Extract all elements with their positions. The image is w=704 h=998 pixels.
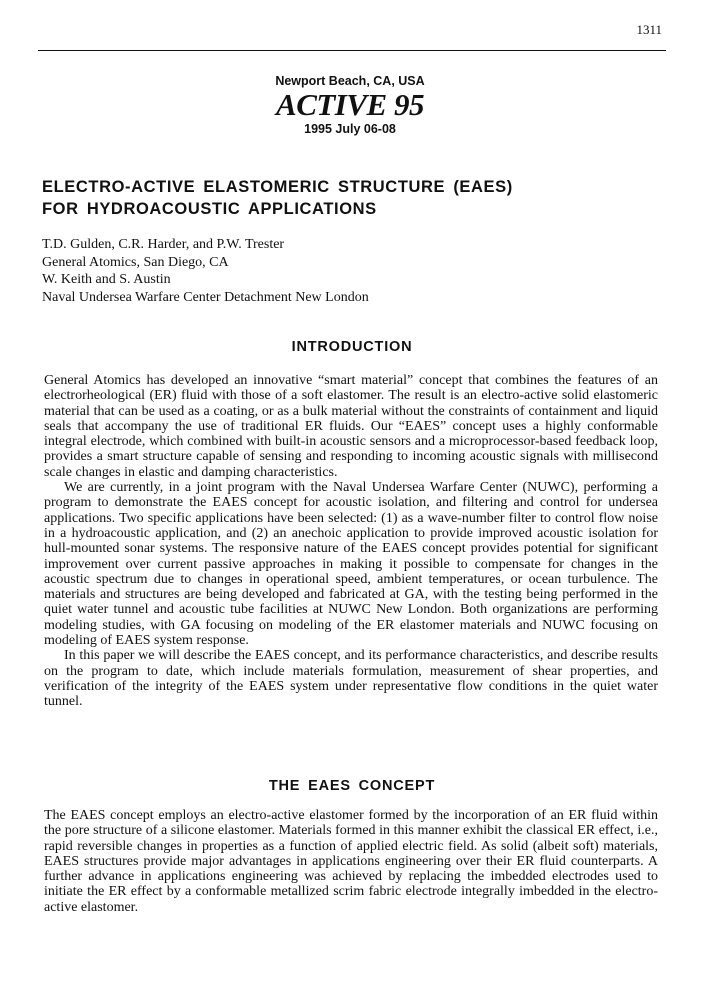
conference-header bbox=[250, 74, 450, 136]
author-affiliation-1: General Atomics, San Diego, CA bbox=[42, 254, 229, 270]
introduction-paragraph-2: We are currently, in a joint program with the Naval Undersea Warfare Center (NUWC), performing a program to demonstrate the EAES concept for acoustic isolation, and filtering and control for undersea applications. Two specific applications have been selected: (1) as a wave-number filter to control flow noise in a hydroacoustic application, and (2) an anechoic application to provide improved acoustic isolation for hull-mounted sonar systems. The responsive nature of the EAES concept provides potential for significant improvement over current passive approaches in making it possible to compensate for changes in the acoustic spectrum due to changes in operational speed, ambient temperatures, or ocean turbulence. The materials and structures are being developed and fabricated at GA, with the testing being performed in the quiet water tunnel and acoustic tube facilities at NUWC New London. Both organizations are performing modeling studies, with GA focusing on modeling of the ER elastomer materials and NUWC focusing on modeling of EAES system response. bbox=[44, 480, 658, 649]
eaes-concept-paragraph-1: The EAES concept employs an electro-active elastomer formed by the incorporation of an ER fluid within the pore structure of a silicone elastomer. Materials formed in this manner exhibit the classical ER effect, i.e., rapid reversible changes in properties as a function of applied electric field. As solid (albeit soft) materials, EAES structures provide major advantages in applications engineering over their ER fluid counterparts. A further advance in applications engineering was achieved by replacing the imbedded electrodes used to initiate the ER effect by a conformable metallized scrim fabric electrode integrally imbedded in the electro-active elastomer. bbox=[44, 808, 658, 915]
eaes-concept-heading: THE EAES CONCEPT bbox=[268, 778, 436, 794]
conference-name: ACTIVE 95 bbox=[276, 87, 424, 122]
paper-title-line-1: ELECTRO-ACTIVE ELASTOMERIC STRUCTURE (EAES) bbox=[42, 178, 513, 196]
author-names-2: W. Keith and S. Austin bbox=[42, 272, 171, 287]
eaes-concept-body bbox=[44, 808, 658, 915]
author-affiliation-2: Naval Undersea Warfare Center Detachment New London bbox=[42, 289, 369, 305]
paper-title bbox=[42, 176, 672, 220]
header-rule bbox=[38, 50, 666, 51]
page-number: 1311 bbox=[636, 22, 662, 37]
introduction-paragraph-3: In this paper we will describe the EAES concept, and its performance characteristics, and describe results on the program to date, which include materials formulation, measurement of shear properties, and verification of the integrity of the EAES system under representative flow conditions in the quiet water tunnel. bbox=[44, 648, 658, 710]
introduction-paragraph-1: General Atomics has developed an innovative “smart material” concept that combines the features of an electrorheological (ER) fluid with those of a soft elastomer. The result is an electro-active solid elastomeric material that can be used as a coating, or as a bulk material without the constraints of containment and liquid seals that accompany the use of traditional ER fluids. Our “EAES” concept uses a highly conformable integral electrode, which combined with built-in acoustic sensors and a microprocessor-based feedback loop, provides a smart structure capable of sensing and responding to incoming acoustic signals with millisecond scale changes in elastic and damping characteristics. bbox=[44, 373, 658, 480]
introduction-body bbox=[44, 373, 658, 710]
paper-title-line-2: FOR HYDROACOUSTIC APPLICATIONS bbox=[42, 200, 377, 218]
author-block bbox=[42, 236, 369, 306]
author-names-1: T.D. Gulden, C.R. Harder, and P.W. Trester bbox=[42, 237, 285, 252]
introduction-heading: INTRODUCTION bbox=[291, 339, 413, 355]
conference-location: Newport Beach, CA, USA bbox=[275, 74, 425, 88]
conference-dates: 1995 July 06-08 bbox=[304, 122, 396, 136]
